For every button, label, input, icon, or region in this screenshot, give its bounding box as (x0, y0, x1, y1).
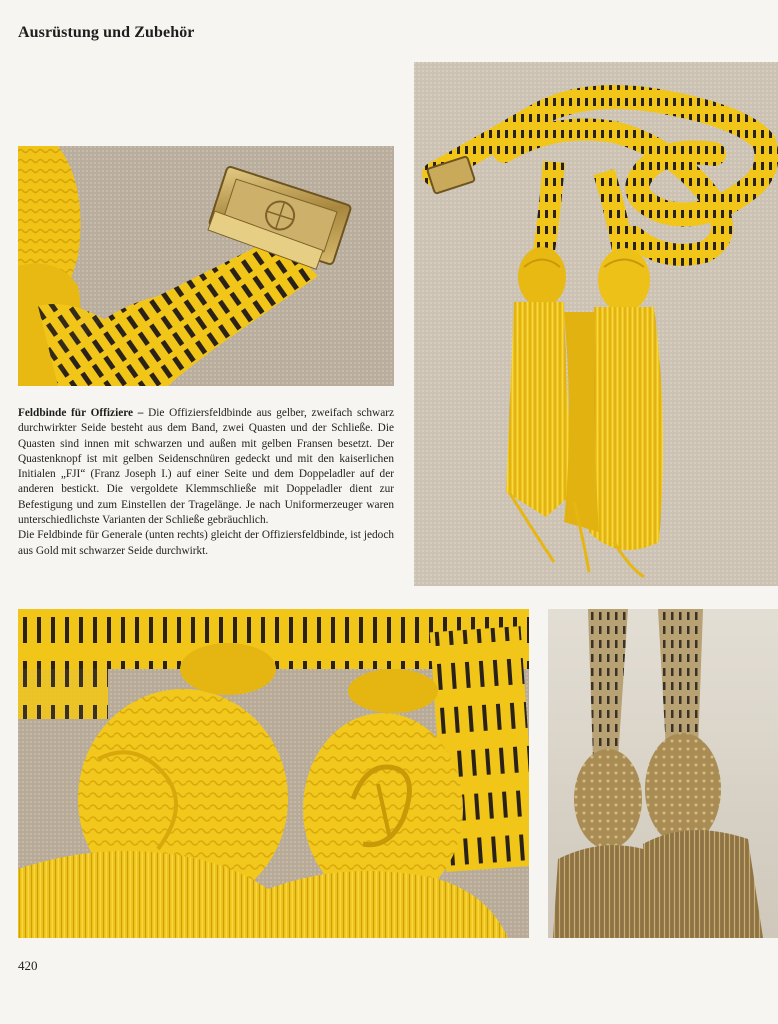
caption-paragraph-2: Die Feldbinde für Generale (unten rechts) gleicht der Offiziersfeldbinde, ist jedoch aus Gold mit schwarzer Seide durchwirkt. (18, 529, 394, 557)
caption-body: Die Offiziersfeldbinde aus gelber, zweifach schwarz durchwirkter Seide besteht aus dem Band, zwei Quasten und der Schließe. Die Quasten sind innen mit schwarzen und außen mit gelben Fransen besetzt. Der Quastenknopf ist mit gelben Seidenschnüren gedeckt und mit den kaiserlichen Initialen „FJI“ (Franz Joseph I.) auf einer Seite und dem Doppeladler auf der anderen bestickt. Die vergoldete Klemmschließe mit Doppeladler dient zur Befestigung und zum Einstellen der Tragelänge. Je nach Uniformerzeuger waren unterschiedlichste Varianten der Schließe gebräuchlich. (18, 407, 394, 527)
section-heading: Ausrüstung und Zubehör (18, 24, 195, 41)
caption-paragraph-1 (18, 406, 394, 528)
page-number: 420 (18, 958, 38, 973)
photo-sash (414, 62, 778, 586)
photo-tassel-knots (18, 609, 529, 938)
photo-buckle (18, 146, 394, 386)
photo-general-sash (548, 609, 778, 938)
caption-lead: Feldbinde für Offiziere – (18, 407, 144, 419)
caption (18, 406, 394, 559)
